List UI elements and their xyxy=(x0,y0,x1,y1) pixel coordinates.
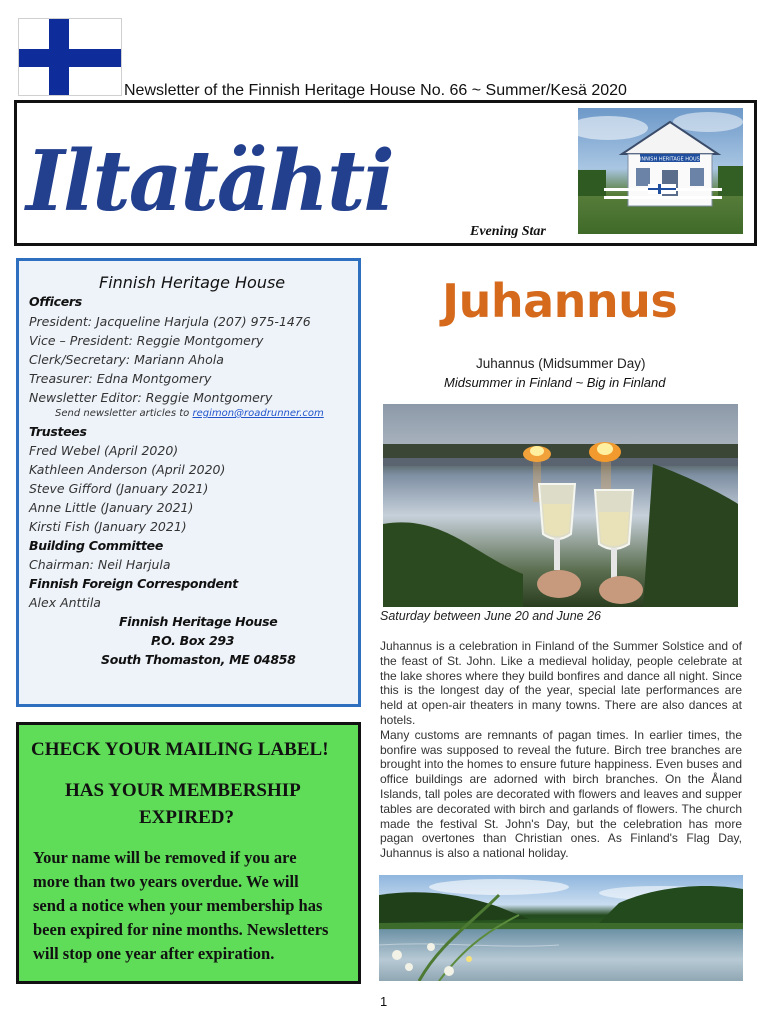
notice-line: been expired for nine months. Newsletters xyxy=(33,920,329,939)
heritage-house-photo xyxy=(578,108,743,234)
page-number: 1 xyxy=(380,994,388,1009)
officer-line: Newsletter Editor: Reggie Montgomery xyxy=(29,390,273,405)
notice-line: send a notice when your membership has xyxy=(33,896,323,915)
photo-caption: Saturday between June 20 and June 26 xyxy=(380,609,602,623)
notice-line: will stop one year after expiration. xyxy=(33,944,275,963)
membership-question: EXPIRED? xyxy=(139,807,235,828)
officers-label: Officers xyxy=(29,294,82,309)
officer-line: Treasurer: Edna Montgomery xyxy=(29,371,212,386)
lake-landscape-photo xyxy=(379,875,743,981)
officer-line: President: Jacqueline Harjula (207) 975-1476 xyxy=(29,314,311,329)
trustee-line: Fred Webel (April 2020) xyxy=(29,443,179,458)
officers-box xyxy=(16,258,361,707)
newsletter-title: Iltatähti xyxy=(26,132,393,230)
notice-line: more than two years overdue. We will xyxy=(33,872,299,891)
mailing-headline: CHECK YOUR MAILING LABEL! xyxy=(31,739,329,760)
editor-email-link[interactable]: regimon@roadrunner.com xyxy=(192,408,324,419)
officer-line: Clerk/Secretary: Mariann Ahola xyxy=(29,352,224,367)
address-line: P.O. Box 293 xyxy=(151,633,235,648)
officers-box-heading: Finnish Heritage House xyxy=(99,273,286,292)
address-line: South Thomaston, ME 04858 xyxy=(101,652,296,667)
officer-line: Vice – President: Reggie Montgomery xyxy=(29,333,264,348)
trustee-line: Anne Little (January 2021) xyxy=(29,500,194,515)
correspondent-name: Alex Anttila xyxy=(29,595,101,610)
trustee-line: Steve Gifford (January 2021) xyxy=(29,481,209,496)
article-subtitle: Juhannus (Midsummer Day) xyxy=(476,356,646,371)
membership-question: HAS YOUR MEMBERSHIP xyxy=(65,780,301,801)
address-line: Finnish Heritage House xyxy=(119,614,278,629)
trustee-line: Kirsti Fish (January 2021) xyxy=(29,519,187,534)
midsummer-bonfire-photo xyxy=(383,404,738,607)
finnish-flag-image xyxy=(18,18,122,96)
article-tagline: Midsummer in Finland ~ Big in Finland xyxy=(444,375,666,390)
send-articles-line xyxy=(55,408,324,419)
send-articles-text: Send newsletter articles to xyxy=(55,408,190,419)
article-paragraph: Juhannus is a celebration in Finland of the Summer Solstice and of the feast of St. John. Like a medieval holiday, people celebrate at the lake shores where they build bonfires and dance all night. Since this is the longest day of the year, special late performances are held at open-air theaters in many towns. There are also dances at hotels. xyxy=(380,639,742,727)
issue-line: Newsletter of the Finnish Heritage House No. 66 ~ Summer/Kesä 2020 xyxy=(124,82,627,99)
building-committee-label: Building Committee xyxy=(29,538,164,553)
notice-line: Your name will be removed if you are xyxy=(33,848,297,867)
trustee-line: Kathleen Anderson (April 2020) xyxy=(29,462,226,477)
building-chair-line: Chairman: Neil Harjula xyxy=(29,557,171,572)
article-title: Juhannus xyxy=(442,274,678,328)
article-paragraph: Many customs are remnants of pagan times. In earlier times, the bonfire was supposed to reveal the future. Birch tree branches are brought into the homes to ensure future happiness. Even buses and office buildings are adorned with birch branches. On the Åland Islands, tall poles are decorated with flowers and leaves and supper tables are decorated with birch and garlands of flowers. The church made the festival St. John's Day, but the celebration has more pagan overtones than Christian ones. As Finland's Flag Day, Juhannus is also a national holiday. xyxy=(380,727,742,861)
mailing-label-box xyxy=(16,722,361,984)
correspondent-label: Finnish Foreign Correspondent xyxy=(29,576,238,591)
trustees-label: Trustees xyxy=(29,424,87,439)
article-body xyxy=(380,639,742,861)
house-sign-text: FINNISH HERITAGE HOUSE xyxy=(636,156,704,163)
newsletter-subtitle: Evening Star xyxy=(470,224,546,239)
